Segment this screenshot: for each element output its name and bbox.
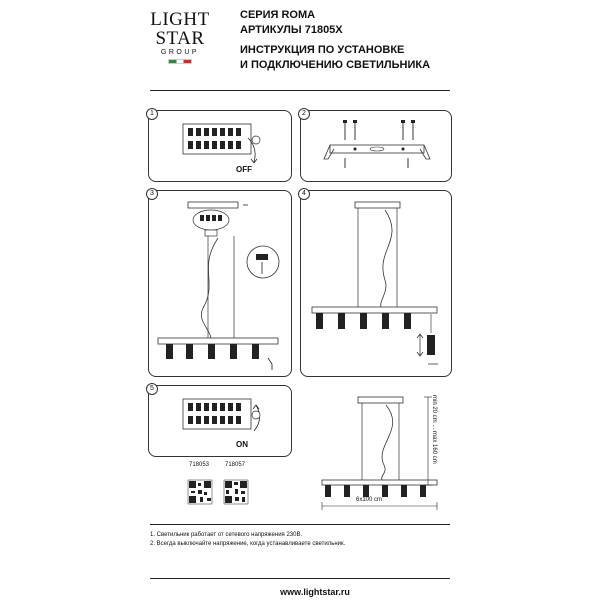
- on-label: ON: [236, 440, 248, 449]
- safety-notes: [150, 531, 345, 549]
- logo-line-1: LIGHT: [150, 9, 210, 30]
- series-name: СЕРИЯ ROMA: [240, 9, 316, 21]
- width-dimension-label: 6x100 cm: [356, 497, 383, 503]
- notes-divider: [150, 524, 450, 525]
- qr-code-icon: [188, 480, 212, 504]
- breaker-off-diagram: [148, 110, 290, 180]
- series-info: [240, 8, 343, 38]
- step-1-number: 1: [146, 108, 158, 120]
- italian-flag-icon: [168, 59, 192, 64]
- instruction-title: [240, 43, 430, 73]
- off-label: OFF: [236, 165, 252, 174]
- title-line-2: И ПОДКЛЮЧЕНИЮ СВЕТИЛЬНИКА: [240, 59, 431, 71]
- logo-line-3: GROUP: [160, 49, 200, 56]
- article-number-1: 718053: [189, 462, 210, 468]
- title-line-1: ИНСТРУКЦИЯ ПО УСТАНОВКЕ: [240, 44, 405, 56]
- step-2-number: 2: [298, 108, 310, 120]
- step-5-number: 5: [146, 383, 158, 395]
- article-number-2: 718057: [225, 462, 246, 468]
- lamp-install-diagram: [300, 190, 450, 375]
- step-4-number: 4: [298, 188, 310, 200]
- mounting-bracket-diagram: [300, 110, 450, 180]
- header-divider: [150, 90, 450, 91]
- footer-divider: [150, 578, 450, 579]
- brand-logo: [150, 10, 210, 64]
- qr-code-icon: [224, 480, 248, 504]
- step-3-number: 3: [146, 188, 158, 200]
- note-2: 2. Всегда выключайте напряжение, когда устанавливаете светильник.: [150, 541, 346, 547]
- note-1: 1. Светильник работает от сетевого напряжения 230В.: [150, 532, 303, 538]
- breaker-on-diagram: [148, 385, 290, 455]
- wiring-connection-diagram: [148, 190, 290, 375]
- logo-line-2: STAR: [155, 28, 205, 49]
- article-range: АРТИКУЛЫ 71805X: [240, 24, 343, 36]
- website-link[interactable]: www.lightstar.ru: [280, 587, 350, 597]
- height-dimension-label: min 20 cm ... max 160 cm: [431, 395, 437, 464]
